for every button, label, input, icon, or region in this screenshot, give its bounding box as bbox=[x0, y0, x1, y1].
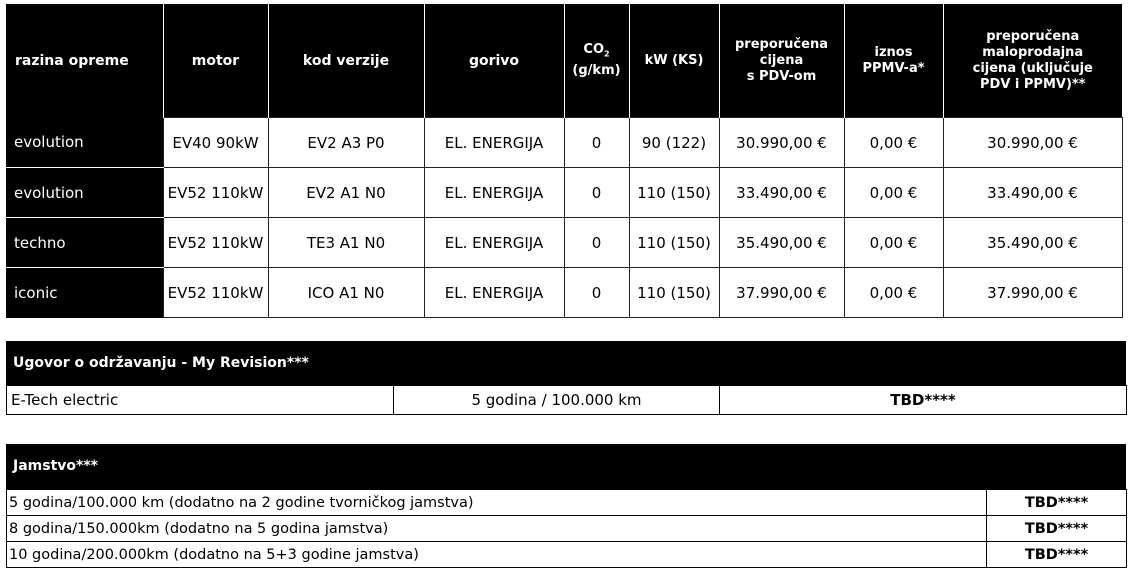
warranty-name: 8 godina/150.000km (dodatno na 5 godina jamstva) bbox=[7, 516, 987, 542]
cell-code: EV2 A1 N0 bbox=[268, 168, 424, 218]
cell-ppmv: 0,00 € bbox=[844, 118, 943, 168]
cell-co2: 0 bbox=[564, 118, 629, 168]
retail-line2: maloprodajna bbox=[982, 44, 1084, 60]
rec-price-line1: preporučena bbox=[735, 36, 828, 52]
co2-unit: (g/km) bbox=[572, 62, 621, 78]
maintenance-term: 5 godina / 100.000 km bbox=[394, 386, 720, 415]
cell-price: 35.490,00 € bbox=[719, 218, 844, 268]
cell-price: 33.490,00 € bbox=[719, 168, 844, 218]
cell-co2: 0 bbox=[564, 268, 629, 318]
cell-retail: 33.490,00 € bbox=[943, 168, 1122, 218]
cell-co2: 0 bbox=[564, 168, 629, 218]
warranty-name: 10 godina/200.000km (dodatno na 5+3 godine jamstva) bbox=[7, 542, 987, 568]
cell-code: TE3 A1 N0 bbox=[268, 218, 424, 268]
table-row bbox=[7, 516, 1127, 542]
cell-power: 90 (122) bbox=[629, 118, 719, 168]
ppmv-line2: PPMV-a* bbox=[862, 60, 925, 76]
cell-fuel: EL. ENERGIJA bbox=[424, 168, 564, 218]
cell-power: 110 (150) bbox=[629, 168, 719, 218]
header-level: razina opreme bbox=[6, 4, 163, 118]
cell-ppmv: 0,00 € bbox=[844, 218, 943, 268]
cell-fuel: EL. ENERGIJA bbox=[424, 268, 564, 318]
table-row bbox=[7, 490, 1127, 516]
cell-power: 110 (150) bbox=[629, 218, 719, 268]
maintenance-title: Ugovor o održavanju - My Revision*** bbox=[6, 341, 1126, 385]
cell-level: evolution bbox=[6, 168, 163, 218]
cell-level: techno bbox=[6, 218, 163, 268]
header-version-code: kod verzije bbox=[268, 4, 424, 118]
warranty-price: TBD**** bbox=[987, 516, 1127, 542]
table-row bbox=[6, 218, 1122, 268]
retail-line4: PDV i PPMV)** bbox=[980, 76, 1086, 92]
warranty-table bbox=[6, 489, 1127, 568]
maintenance-table bbox=[6, 385, 1127, 415]
cell-power: 110 (150) bbox=[629, 268, 719, 318]
header-engine: motor bbox=[163, 4, 268, 118]
cell-price: 37.990,00 € bbox=[719, 268, 844, 318]
cell-engine: EV40 90kW bbox=[163, 118, 268, 168]
co2-subscript: 2 bbox=[604, 49, 610, 59]
header-recommended-price bbox=[719, 4, 844, 118]
cell-engine: EV52 110kW bbox=[163, 168, 268, 218]
warranty-price: TBD**** bbox=[987, 490, 1127, 516]
cell-engine: EV52 110kW bbox=[163, 268, 268, 318]
cell-fuel: EL. ENERGIJA bbox=[424, 118, 564, 168]
cell-level: evolution bbox=[6, 118, 163, 168]
header-power: kW (KS) bbox=[629, 4, 719, 118]
cell-price: 30.990,00 € bbox=[719, 118, 844, 168]
warranty-name: 5 godina/100.000 km (dodatno na 2 godine tvorničkog jamstva) bbox=[7, 490, 987, 516]
price-table bbox=[6, 4, 1123, 318]
warranty-title: Jamstvo*** bbox=[6, 444, 1126, 489]
maintenance-price: TBD**** bbox=[720, 386, 1127, 415]
warranty-price: TBD**** bbox=[987, 542, 1127, 568]
header-row bbox=[6, 4, 1122, 118]
cell-retail: 30.990,00 € bbox=[943, 118, 1122, 168]
cell-code: ICO A1 N0 bbox=[268, 268, 424, 318]
retail-line3: cijena (uključuje bbox=[972, 60, 1093, 76]
retail-line1: preporučena bbox=[986, 28, 1080, 44]
table-row bbox=[6, 268, 1122, 318]
header-co2 bbox=[564, 4, 629, 118]
cell-engine: EV52 110kW bbox=[163, 218, 268, 268]
table-row bbox=[6, 118, 1122, 168]
header-fuel: gorivo bbox=[424, 4, 564, 118]
cell-ppmv: 0,00 € bbox=[844, 168, 943, 218]
cell-co2: 0 bbox=[564, 218, 629, 268]
cell-retail: 37.990,00 € bbox=[943, 268, 1122, 318]
maintenance-name: E-Tech electric bbox=[7, 386, 394, 415]
cell-level: iconic bbox=[6, 268, 163, 318]
rec-price-line2: cijena bbox=[759, 52, 804, 68]
table-row bbox=[7, 542, 1127, 568]
cell-fuel: EL. ENERGIJA bbox=[424, 218, 564, 268]
ppmv-line1: iznos bbox=[874, 44, 913, 60]
header-ppmv bbox=[844, 4, 943, 118]
co2-label: CO bbox=[583, 42, 604, 58]
cell-retail: 35.490,00 € bbox=[943, 218, 1122, 268]
cell-code: EV2 A3 P0 bbox=[268, 118, 424, 168]
header-retail-price bbox=[943, 4, 1122, 118]
rec-price-line3: s PDV-om bbox=[746, 68, 817, 84]
cell-ppmv: 0,00 € bbox=[844, 268, 943, 318]
table-row bbox=[6, 168, 1122, 218]
table-row bbox=[7, 386, 1127, 415]
